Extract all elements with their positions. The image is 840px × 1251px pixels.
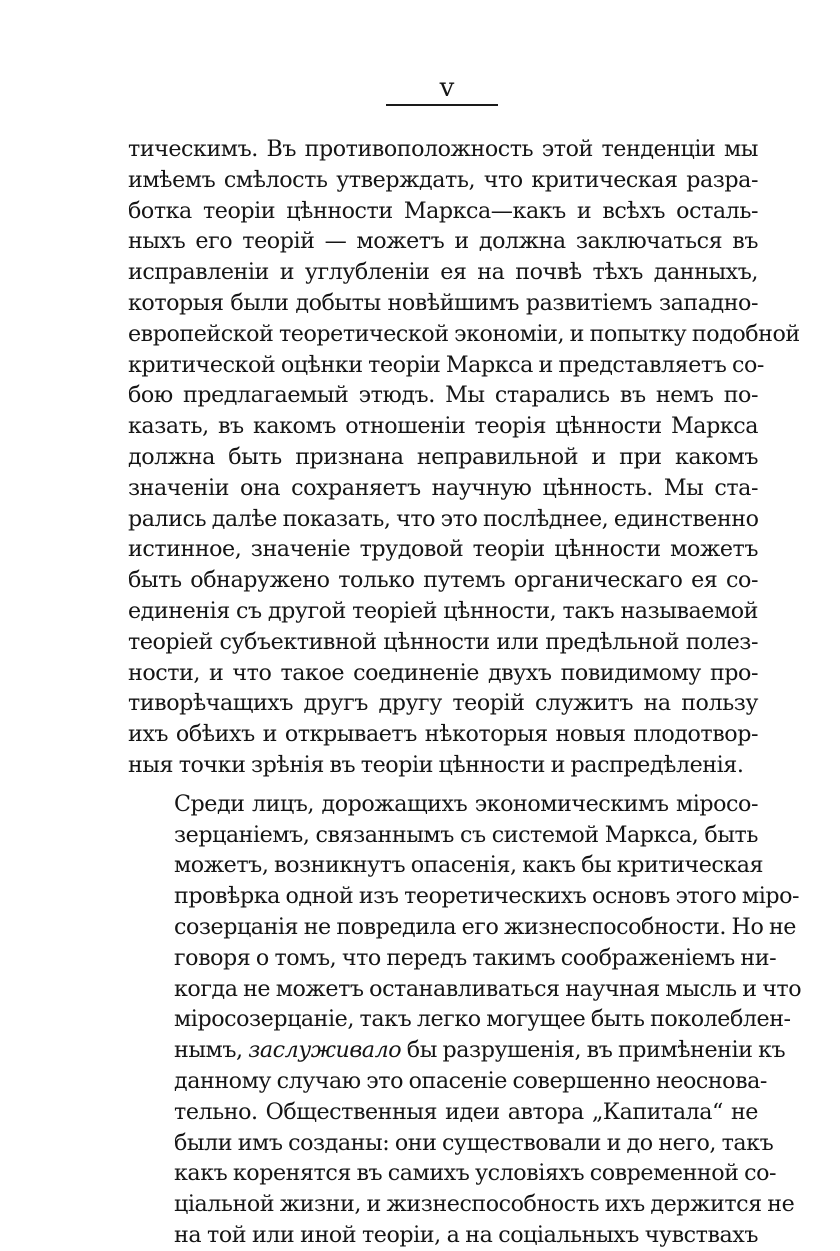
text-line: быть обнаружено только путемъ органическаго ея со- <box>128 567 758 594</box>
text-line: тельно. Общественныя идеи автора „Капитала“ не <box>174 1098 758 1125</box>
text-line: Среди лицъ, дорожащихъ экономическимъ міросо- <box>174 790 758 817</box>
text-line: значеніи она сохраняетъ научную цѣнность. Мы ста- <box>128 474 758 501</box>
text-line: зерцаніемъ, связаннымъ съ системой Маркса, быть <box>174 821 758 848</box>
text-line: провѣрка одной изъ теоретическихъ основъ этого міро- <box>174 883 800 910</box>
text-line: тическимъ. Въ противоположность этой тенденціи мы <box>128 136 758 162</box>
text-line: были имъ созданы: они существовали и до него, такъ <box>174 1129 774 1156</box>
text-line: говоря о томъ, что передъ такимъ соображеніемъ ни- <box>174 944 777 971</box>
text-line: ныхъ его теорій — можетъ и должна заключаться въ <box>128 228 758 255</box>
paragraph-2 <box>128 789 802 1251</box>
text-line: данному случаю это опасеніе совершенно неоснова- <box>174 1067 767 1094</box>
text-line: на той или иной теоріи, а на соціальныхъ чувствахъ <box>174 1221 758 1248</box>
text-line: ныя точки зрѣнія въ теоріи цѣнности и распредѣленія. <box>128 751 744 778</box>
text-line: когда не можетъ останавливаться научная мысль и что <box>174 975 802 1002</box>
text-line: можетъ, возникнутъ опасенія, какъ бы критическая <box>174 852 764 879</box>
text-line: какъ коренятся въ самихъ условіяхъ современной со- <box>174 1160 777 1187</box>
header-rule <box>386 104 498 106</box>
emphasized-word: заслуживало <box>248 1037 402 1064</box>
text-line: исправленіи и углубленіи ея на почвѣ тѣхъ данныхъ, <box>128 259 758 286</box>
body-text <box>128 134 802 1251</box>
text-line: тиворѣчащихъ другъ другу теорій служитъ на пользу <box>128 690 758 717</box>
text-line: ности, и что такое соединеніе двухъ повидимому про- <box>128 659 758 686</box>
book-page <box>128 72 802 1251</box>
text-line: критической оцѣнки теоріи Маркса и представляетъ со- <box>128 351 764 378</box>
text-line: ихъ обѣихъ и открываетъ нѣкоторыя новыя плодотвор- <box>128 721 758 748</box>
text-segment: бы разрушенія, въ примѣненіи къ <box>406 1037 786 1064</box>
text-segment: нымъ, <box>174 1037 243 1064</box>
text-line: имѣемъ смѣлость утверждать, что критическая разра- <box>128 166 758 193</box>
text-line: европейской теоретической экономіи, и попытку подобной <box>128 320 800 347</box>
text-line: единенія съ другой теоріей цѣнности, такъ называемой <box>128 597 758 624</box>
text-line: ціальной жизни, и жизнеспособность ихъ держится не <box>174 1191 795 1218</box>
text-line: бою предлагаемый этюдъ. Мы старались въ немъ по- <box>128 382 758 409</box>
text-line-with-emphasis <box>128 1035 786 1066</box>
text-line: міросозерцаніе, такъ легко могущее быть поколеблен- <box>174 1006 791 1033</box>
text-line: которыя были добыты новѣйшимъ развитіемъ западно- <box>128 289 758 316</box>
text-line: теоріей субъективной цѣнности или предѣльной полез- <box>128 628 758 655</box>
text-line: должна быть признана неправильной и при какомъ <box>128 443 758 470</box>
page-number: v <box>439 73 455 103</box>
text-line: ботка теоріи цѣнности Маркса—какъ и всѣхъ осталь- <box>128 197 758 224</box>
text-line: рались далѣе показать, что это послѣднее, единственно <box>128 505 759 532</box>
text-line: созерцанія не повредила его жизнеспособности. Но не <box>174 913 796 940</box>
paragraph-1 <box>128 134 800 781</box>
text-line: казать, въ какомъ отношеніи теорія цѣнности Маркса <box>128 413 758 440</box>
text-line: истинное, значеніе трудовой теоріи цѣнности можетъ <box>128 536 758 563</box>
